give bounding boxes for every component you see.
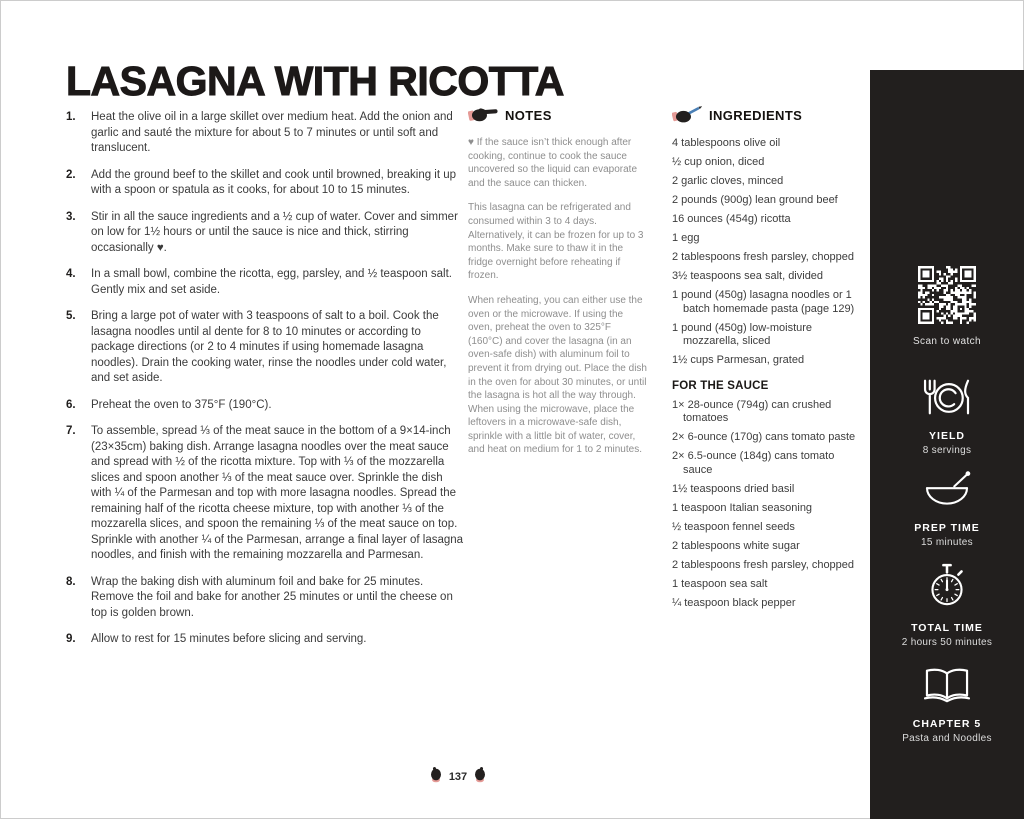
fork-plate-knife-icon <box>918 376 976 423</box>
total-time-value: 2 hours 50 minutes <box>901 637 993 648</box>
direction-step <box>66 398 466 414</box>
step-text: Wrap the baking dish with aluminum foil and bake for 25 minutes. Remove the foil and bake for another 25 minutes or until the cheese on top is golden brown. <box>91 575 453 619</box>
step-number: 2. <box>66 168 76 181</box>
direction-step <box>66 168 466 199</box>
writing-hand-with-pen-icon <box>672 104 702 127</box>
direction-step <box>66 267 466 298</box>
qr-caption: Scan to watch <box>912 336 981 347</box>
hand-left-icon <box>430 766 442 788</box>
open-book-icon <box>918 664 976 711</box>
step-text: Stir in all the sauce ingredients and a ½ cup of water. Cover and simmer on low for 1½ hours or until the sauce is nice and thick, stirring occasionally ♥. <box>91 210 458 254</box>
mixing-bowl-icon <box>918 470 976 515</box>
direction-step <box>66 309 466 387</box>
yield-block <box>870 376 1024 456</box>
ingredient-item: 1 egg <box>672 232 700 244</box>
direction-step <box>66 632 466 648</box>
prep-time-value: 15 minutes <box>921 537 973 548</box>
step-text: Bring a large pot of water with 3 teaspoons of salt to a boil. Cook the lasagna noodles until al dente for 8 to 10 minutes or according to package directions (or 2 to 4 minutes if using homemade lasagna noodles). Drain the cooking water, rinse the noodles under cold water, and set aside. <box>91 310 447 384</box>
notes-body <box>468 136 648 457</box>
note-paragraph: When reheating, you can either use the oven or the microwave. If using the oven, preheat the oven to 325°F (160°C) and cover the lasagna (in an oven-safe dish) with aluminum foil to prevent it from drying out. Place the dish in the oven for about 30 minutes, or until the lasagna is hot all the way through. When using the microwave, place the leftovers in a microwave-safe dish, sprinkle with a little bit of water, cover, and heat on medium for 1 to 2 minutes. <box>468 294 647 456</box>
chapter-label: CHAPTER 5 <box>912 718 982 730</box>
notes-heading-row <box>468 104 648 126</box>
note-paragraph: ♥ If the sauce isn’t thick enough after cooking, continue to cook the sauce uncovered so the liquid can evaporate and the sauce can thicken. <box>468 137 638 189</box>
sauce-subheading: FOR THE SAUCE <box>672 379 769 392</box>
prep-time-label: PREP TIME <box>914 522 980 534</box>
step-number: 8. <box>66 575 76 588</box>
notes-column <box>468 104 648 468</box>
ingredients-heading-row <box>672 104 864 127</box>
sauce-ingredient-item: 2× 6.5-ounce (184g) cans tomato sauce <box>672 450 835 476</box>
directions-column <box>66 110 466 659</box>
yield-label: YIELD <box>929 430 965 442</box>
step-text: Allow to rest for 15 minutes before slicing and serving. <box>91 633 367 645</box>
direction-step <box>66 110 466 157</box>
pointing-hand-icon <box>468 104 498 126</box>
page-number: 137 <box>448 771 468 783</box>
ingredient-item: 1 pound (450g) low-moisture mozzarella, sliced <box>672 321 813 347</box>
step-number: 7. <box>66 425 76 437</box>
note-paragraph: This lasagna can be refrigerated and consumed within 3 to 4 days. Alternatively, it can be frozen for up to 3 months. Make sure to thaw it in the fridge overnight before reheating if frozen. <box>468 202 644 282</box>
step-number: 1. <box>66 111 76 123</box>
step-number: 3. <box>66 210 76 223</box>
chapter-value: Pasta and Noodles <box>902 733 992 744</box>
scan-block <box>870 266 1024 347</box>
sauce-ingredient-item: 1 teaspoon Italian seasoning <box>672 501 813 514</box>
direction-step <box>66 575 466 622</box>
total-time-label: TOTAL TIME <box>911 622 983 634</box>
direction-step <box>66 210 466 257</box>
step-number: 9. <box>66 633 76 645</box>
ingredient-item: 3½ teaspoons sea salt, divided <box>672 270 824 282</box>
step-text: Preheat the oven to 375°F (190°C). <box>91 398 272 411</box>
prep-time-block <box>870 470 1024 548</box>
sauce-ingredient-item: 1× 28-ounce (794g) can crushed tomatoes <box>672 398 832 424</box>
page-footer <box>0 766 916 788</box>
step-text: To assemble, spread ⅓ of the meat sauce in the bottom of a 9×14-inch (23×35cm) baking dish. Arrange lasagna noodles over the meat sauce and spread with ½ of the ricotta mixture. Top with ⅓ of the mozzarella slices and spoon another ⅓ of the meat sauce over. Sprinkle the dish with ¼ of the Parmesan and top with more lasagna noodles. Spread the remaining half of the ricotta cheese mixture, top with another ⅓ of the mozzarella slices, and spoon the remaining ⅓ of the meat sauce on top. Sprinkle with another ¼ of the Parmesan, arrange a final layer of lasagna noodles, and finish with the remaining mozzarella and Parmesan. <box>91 425 464 561</box>
ingredient-item: 4 tablespoons olive oil <box>672 137 781 149</box>
ingredient-item: ½ cup onion, diced <box>672 156 765 168</box>
ingredients-list <box>672 137 864 368</box>
ingredient-item: 2 garlic cloves, minced <box>672 175 784 187</box>
ingredient-item: 2 pounds (900g) lean ground beef <box>672 194 838 206</box>
ingredient-item: 1 pound (450g) lasagna noodles or 1 batch homemade pasta (page 129) <box>672 289 855 315</box>
sauce-ingredient-item: 1 teaspoon sea salt <box>672 577 768 590</box>
step-text: In a small bowl, combine the ricotta, egg, parsley, and ½ teaspoon salt. Gently mix and set aside. <box>91 268 452 296</box>
step-text: Heat the olive oil in a large skillet over medium heat. Add the onion and garlic and sauté the mixture for about 5 to 7 minutes or until soft and translucent. <box>91 111 453 154</box>
stopwatch-icon <box>927 562 967 615</box>
ingredient-item: 2 tablespoons fresh parsley, chopped <box>672 251 855 263</box>
sauce-ingredient-item: 1½ teaspoons dried basil <box>672 482 795 495</box>
ingredient-item: 1½ cups Parmesan, grated <box>672 354 805 366</box>
sauce-ingredient-item: 2 tablespoons fresh parsley, chopped <box>672 558 855 571</box>
step-number: 6. <box>66 398 76 411</box>
sauce-ingredient-item: ½ teaspoon fennel seeds <box>672 520 795 533</box>
direction-step <box>66 424 466 564</box>
yield-value: 8 servings <box>922 445 972 456</box>
sauce-ingredient-item: ¼ teaspoon black pepper <box>672 596 796 609</box>
notes-heading: NOTES <box>505 107 552 123</box>
ingredients-heading: INGREDIENTS <box>709 108 803 123</box>
directions-list <box>66 110 466 648</box>
ingredient-item: 16 ounces (454g) ricotta <box>672 213 791 225</box>
qr-code-icon <box>918 266 976 329</box>
step-number: 4. <box>66 268 76 280</box>
step-number: 5. <box>66 310 76 322</box>
chapter-block <box>870 664 1024 744</box>
step-text: Add the ground beef to the skillet and cook until browned, breaking it up with a spoon or spatula as it cooks, for about 10 to 15 minutes. <box>91 168 457 196</box>
hand-right-icon <box>474 766 486 788</box>
page-title: LASAGNA WITH RICOTTA <box>66 58 564 104</box>
sauce-ingredient-item: 2 tablespoons white sugar <box>672 539 800 552</box>
info-sidebar <box>870 70 1024 819</box>
total-time-block <box>870 562 1024 648</box>
sauce-ingredient-item: 2× 6-ounce (170g) cans tomato paste <box>672 431 856 443</box>
sauce-ingredients-list <box>672 399 864 611</box>
ingredients-column <box>672 104 864 616</box>
